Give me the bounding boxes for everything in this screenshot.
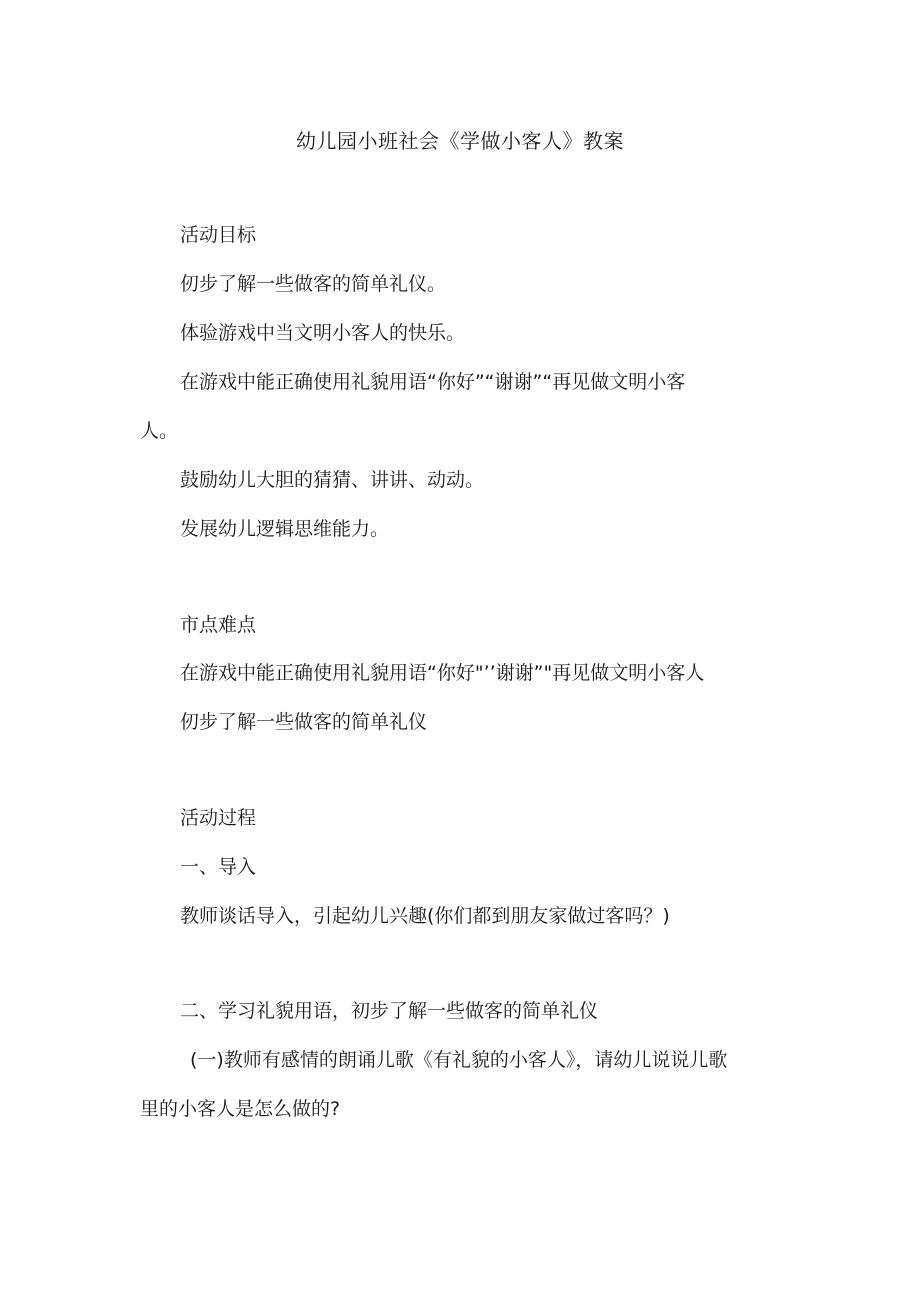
process-step-heading: 二、学习礼貌用语，初步了解一些做客的简单礼仪 bbox=[180, 1000, 599, 1022]
process-substep-text: (一)教师有感情的朗诵儿歌《有礼貌的小客人》，请幼儿说说儿歌 bbox=[190, 1049, 728, 1071]
process-substep-continuation: 里的小客人是怎么做的? bbox=[140, 1098, 341, 1120]
objective-item: 发展幼儿逻辑思维能力。 bbox=[180, 518, 390, 540]
objective-item: 在游戏中能正确使用礼貌用语“你好”“谢谢”“再见做文明小客 bbox=[180, 371, 686, 393]
objective-item-continuation: 人。 bbox=[140, 420, 179, 442]
section-heading-key-points: 市点难点 bbox=[180, 614, 257, 636]
objective-item: 鼓励幼儿大胆的猜猜、讲讲、动动。 bbox=[180, 469, 485, 491]
section-heading-objectives: 活动目标 bbox=[180, 224, 257, 246]
section-heading-process: 活动过程 bbox=[180, 807, 257, 829]
document-title: 幼儿园小班社会《学做小客人》教案 bbox=[296, 129, 624, 153]
key-point-item: 在游戏中能正确使用礼貌用语“你好"’’谢谢”"再见做文明小客人 bbox=[180, 662, 705, 684]
process-step-text: 教师谈话导入，引起幼儿兴趣(你们都到朋友家做过客吗？) bbox=[180, 905, 670, 927]
key-point-item: 仞步了解一些做客的简单礼仪 bbox=[180, 711, 428, 733]
objective-item: 仞步了解一些做客的简单礼仪。 bbox=[180, 273, 447, 295]
process-step-heading: 一、导入 bbox=[180, 856, 257, 878]
objective-item: 体验游戏中当文明小客人的快乐。 bbox=[180, 322, 466, 344]
